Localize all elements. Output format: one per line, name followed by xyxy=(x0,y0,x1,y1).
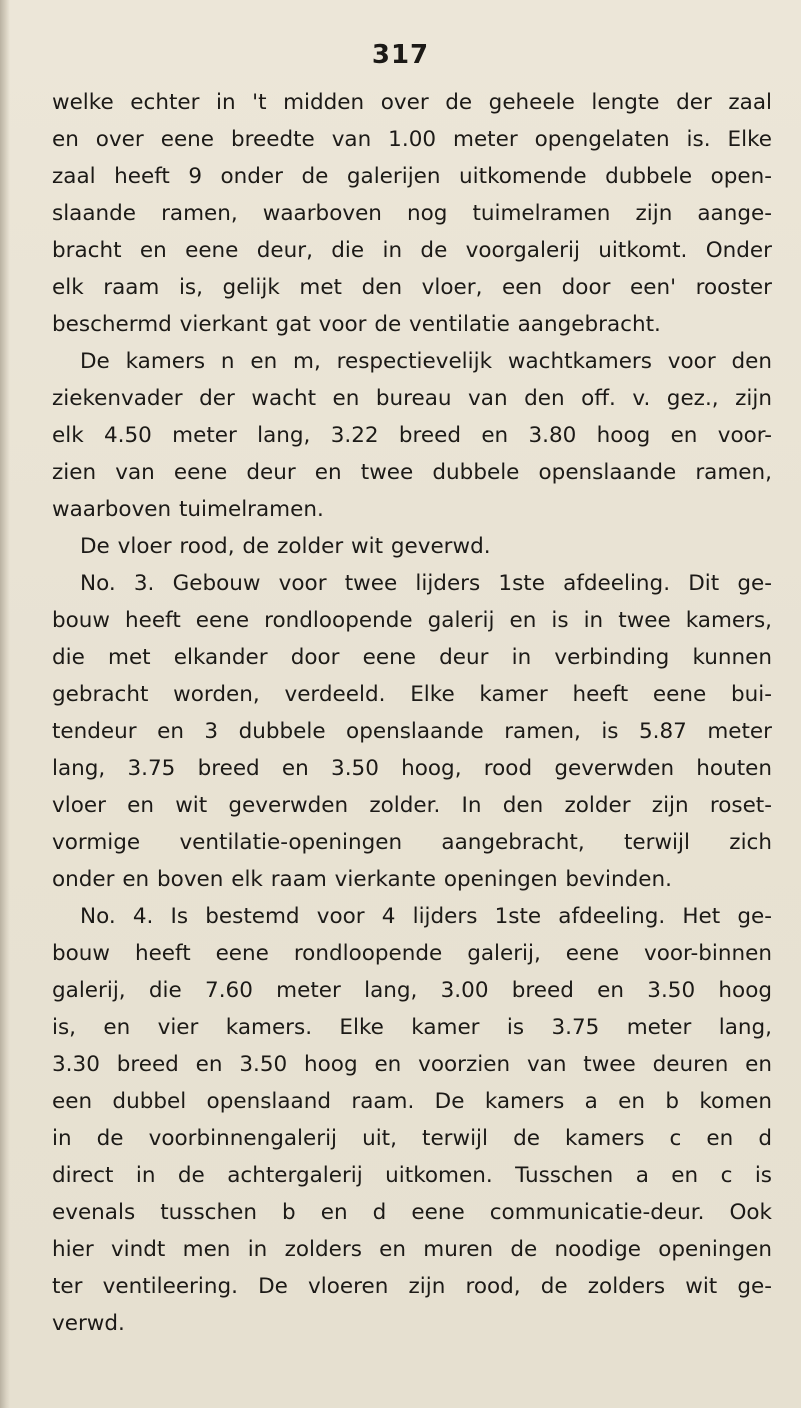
text-line: in de voorbinnengalerij uit, terwijl de kamers c en d xyxy=(52,1126,772,1151)
page-edge-shadow xyxy=(0,0,10,1408)
text-line: slaande ramen, waarboven nog tuimelramen zijn aange- xyxy=(52,201,772,226)
text-line: bracht en eene deur, die in de voorgalerij uitkomt. Onder xyxy=(52,238,772,263)
text-line: tendeur en 3 dubbele openslaande ramen, is 5.87 meter xyxy=(52,719,772,744)
text-line: No. 3. Gebouw voor twee lijders 1ste afdeeling. Dit ge- xyxy=(80,571,772,596)
text-line: 3.30 breed en 3.50 hoog en voorzien van twee deuren en xyxy=(52,1052,772,1077)
text-line: een dubbel openslaand raam. De kamers a en b komen xyxy=(52,1089,772,1114)
text-line: galerij, die 7.60 meter lang, 3.00 breed en 3.50 hoog xyxy=(52,978,772,1003)
text-line: No. 4. Is bestemd voor 4 lijders 1ste afdeeling. Het ge- xyxy=(80,904,772,929)
text-line: elk 4.50 meter lang, 3.22 breed en 3.80 hoog en voor- xyxy=(52,423,772,448)
text-line: welke echter in 't midden over de geheele lengte der zaal xyxy=(52,90,772,115)
text-line: beschermd vierkant gat voor de ventilatie aangebracht. xyxy=(52,312,661,337)
text-line: lang, 3.75 breed en 3.50 hoog, rood geverwden houten xyxy=(52,756,772,781)
text-line: elk raam is, gelijk met den vloer, een door een' rooster xyxy=(52,275,772,300)
text-line: gebracht worden, verdeeld. Elke kamer heeft eene bui- xyxy=(52,682,772,707)
text-line: evenals tusschen b en d eene communicatie-deur. Ook xyxy=(52,1200,772,1225)
text-line: waarboven tuimelramen. xyxy=(52,497,324,522)
text-line: ter ventileering. De vloeren zijn rood, de zolders wit ge- xyxy=(52,1274,772,1299)
text-line: ziekenvader der wacht en bureau van den off. v. gez., zijn xyxy=(52,386,772,411)
text-line: De vloer rood, de zolder wit geverwd. xyxy=(80,534,491,559)
text-line: is, en vier kamers. Elke kamer is 3.75 meter lang, xyxy=(52,1015,772,1040)
text-line: bouw heeft eene rondloopende galerij, eene voor-binnen xyxy=(52,941,772,966)
page-number: 317 xyxy=(371,40,430,70)
text-line: onder en boven elk raam vierkante openingen bevinden. xyxy=(52,867,672,892)
body-text xyxy=(52,84,772,1342)
text-line: hier vindt men in zolders en muren de noodige openingen xyxy=(52,1237,772,1262)
text-line: bouw heeft eene rondloopende galerij en is in twee kamers, xyxy=(52,608,772,633)
text-line: De kamers n en m, respectievelijk wachtkamers voor den xyxy=(80,349,772,374)
text-line: direct in de achtergalerij uitkomen. Tusschen a en c is xyxy=(52,1163,772,1188)
text-line: vormige ventilatie-openingen aangebracht, terwijl zich xyxy=(52,830,772,855)
text-line: die met elkander door eene deur in verbinding kunnen xyxy=(52,645,772,670)
text-line: vloer en wit geverwden zolder. In den zolder zijn roset- xyxy=(52,793,772,818)
text-line: zien van eene deur en twee dubbele openslaande ramen, xyxy=(52,460,772,485)
text-line: zaal heeft 9 onder de galerijen uitkomende dubbele open- xyxy=(52,164,772,189)
text-line: en over eene breedte van 1.00 meter opengelaten is. Elke xyxy=(52,127,772,152)
text-line: verwd. xyxy=(52,1311,125,1336)
